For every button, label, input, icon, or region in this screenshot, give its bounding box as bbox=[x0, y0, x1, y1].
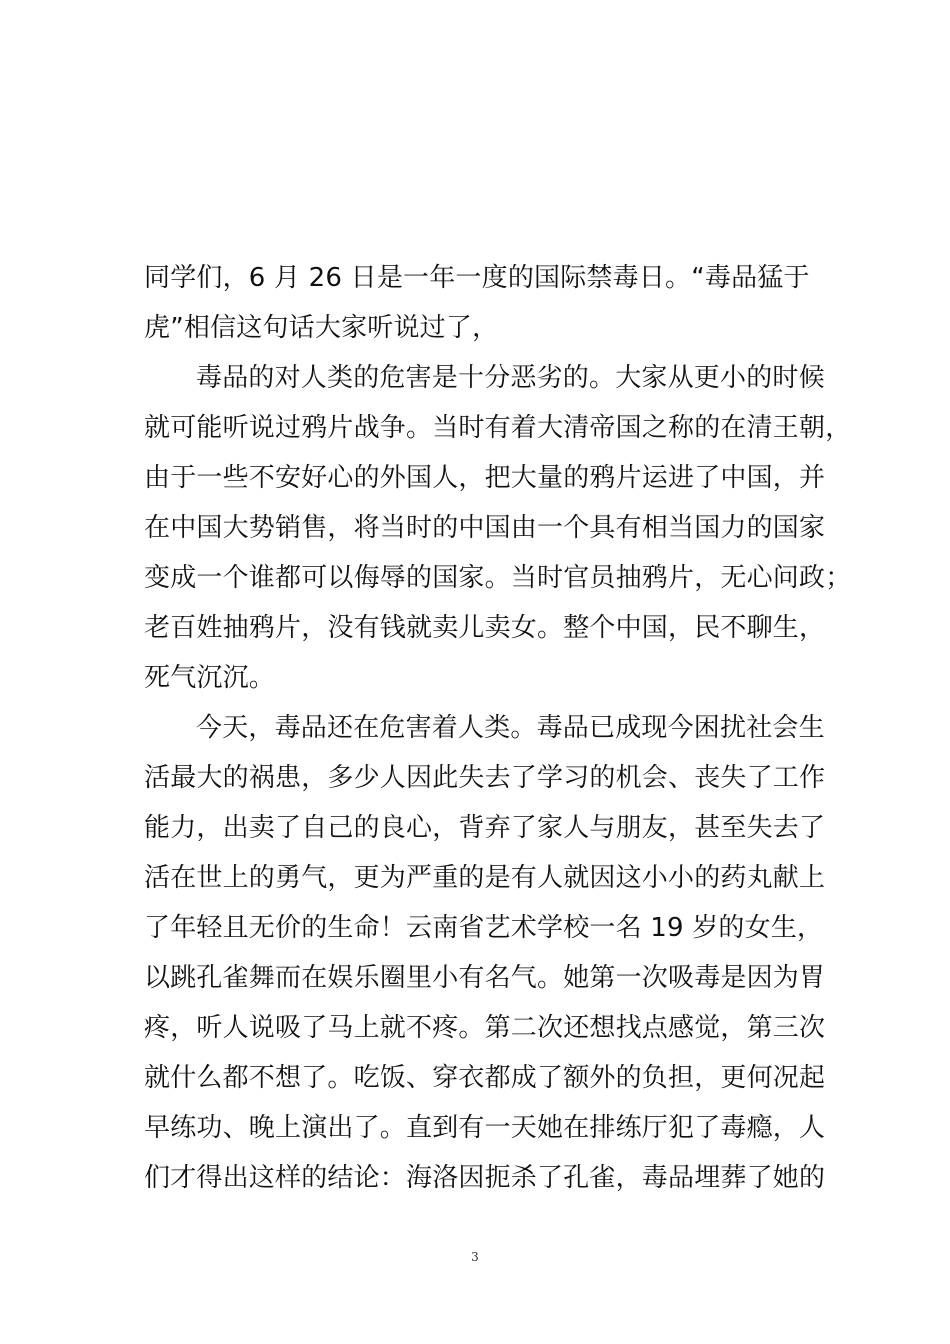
paragraph-3-line-5: 了年轻且无价的生命！云南省艺术学校一名 19 岁的女生， bbox=[144, 913, 824, 943]
paragraph-2-line-5: 变成一个谁都可以侮辱的国家。当时官员抽鸦片，无心问政； bbox=[144, 563, 852, 593]
paragraph-3-line-3: 能力，出卖了自己的良心，背弃了家人与朋友，甚至失去了 bbox=[144, 813, 826, 843]
paragraph-1-line-2: 虎”相信这句话大家听说过了， bbox=[144, 313, 499, 343]
paragraph-2-line-2: 就可能听说过鸦片战争。当时有着大清帝国之称的在清王朝， bbox=[144, 413, 852, 443]
paragraph-2-line-6: 老百姓抽鸦片，没有钱就卖儿卖女。整个中国，民不聊生， bbox=[144, 613, 826, 643]
paragraph-3-line-7: 疼，听人说吸了马上就不疼。第二次还想找点感觉，第三次 bbox=[144, 1013, 826, 1043]
paragraph-2-line-1: 毒品的对人类的危害是十分恶劣的。大家从更小的时候 bbox=[196, 363, 825, 393]
paragraph-3-line-9: 早练功、晚上演出了。直到有一天她在排练厅犯了毒瘾，人 bbox=[144, 1113, 826, 1143]
paragraph-3-line-4: 活在世上的勇气，更为严重的是有人就因这小小的药丸献上 bbox=[144, 863, 826, 893]
paragraph-3-line-2: 活最大的祸患，多少人因此失去了学习的机会、丧失了工作 bbox=[144, 763, 826, 793]
paragraph-2-line-3: 由于一些不安好心的外国人，把大量的鸦片运进了中国，并 bbox=[144, 463, 826, 493]
paragraph-3-line-8: 就什么都不想了。吃饭、穿衣都成了额外的负担，更何况起 bbox=[144, 1063, 826, 1093]
paragraph-1-line-1: 同学们，6 月 26 日是一年一度的国际禁毒日。“毒品猛于 bbox=[144, 263, 810, 293]
paragraph-3-line-6: 以跳孔雀舞而在娱乐圈里小有名气。她第一次吸毒是因为胃 bbox=[144, 963, 826, 993]
paragraph-2-line-4: 在中国大势销售，将当时的中国由一个具有相当国力的国家 bbox=[144, 513, 826, 543]
paragraph-2-line-7: 死气沉沉。 bbox=[144, 663, 276, 693]
page-number: 3 bbox=[471, 1250, 479, 1264]
paragraph-3-line-1: 今天，毒品还在危害着人类。毒品已成现今困扰社会生 bbox=[196, 713, 825, 743]
paragraph-3-line-10: 们才得出这样的结论：海洛因扼杀了孔雀，毒品埋葬了她的 bbox=[144, 1163, 826, 1193]
